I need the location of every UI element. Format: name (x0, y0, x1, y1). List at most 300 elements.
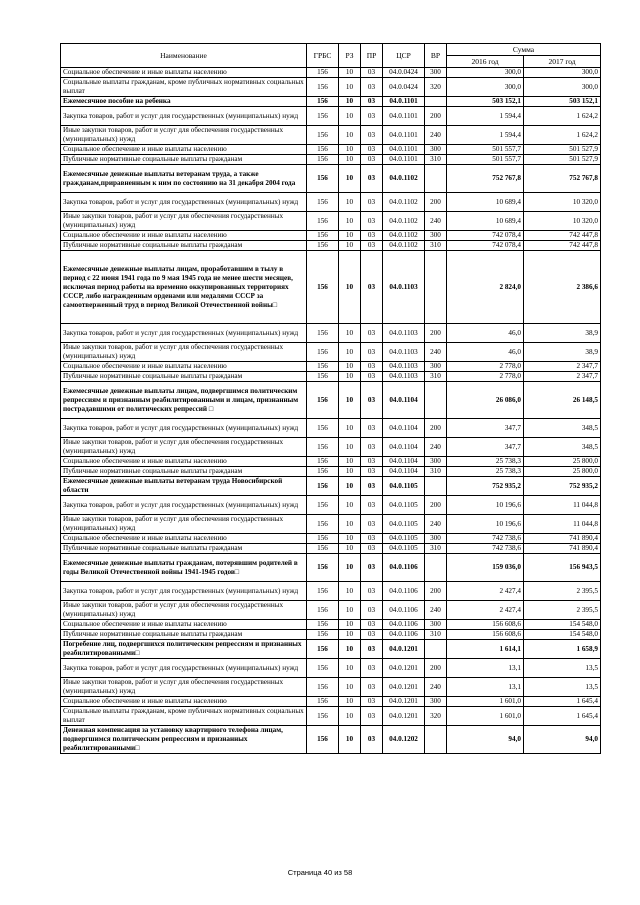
cell-rz: 10 (339, 68, 361, 78)
cell-vr (425, 165, 447, 193)
page-number: Страница 40 из 58 (287, 868, 353, 877)
cell-2016: 742 738,6 (447, 534, 524, 544)
table-row (61, 155, 601, 165)
cell-grbs: 156 (307, 241, 339, 251)
cell-pr: 03 (361, 457, 383, 467)
cell-name: Ежемесячные денежные выплаты ветеранам труда Новосибирской области (61, 477, 307, 496)
cell-2017: 2 386,6 (524, 251, 601, 324)
header-pr: ПР (361, 44, 383, 68)
table-row (61, 324, 601, 343)
cell-name: Денежная компенсация за установку квартирного телефона лицам, подвергшимся политическим репрессиям и признанных реабилитированными□ (61, 726, 307, 754)
cell-pr: 03 (361, 107, 383, 126)
cell-name: Иные закупки товаров, работ и услуг для обеспечения государственных (муниципальных) нужд (61, 438, 307, 457)
cell-2017: 2 395,5 (524, 601, 601, 620)
table-row-section (61, 382, 601, 419)
cell-csr: 04.0.1201 (383, 697, 425, 707)
cell-2017: 156 943,5 (524, 554, 601, 582)
table-body (61, 68, 601, 754)
cell-pr: 03 (361, 544, 383, 554)
cell-2016: 347,7 (447, 419, 524, 438)
cell-2017: 13,5 (524, 659, 601, 678)
cell-2016: 10 689,4 (447, 193, 524, 212)
cell-pr: 03 (361, 155, 383, 165)
cell-grbs: 156 (307, 251, 339, 324)
cell-csr: 04.0.1104 (383, 382, 425, 419)
cell-name: Иные закупки товаров, работ и услуг для обеспечения государственных (муниципальных) нужд (61, 343, 307, 362)
cell-grbs: 156 (307, 97, 339, 107)
cell-2017: 741 890,4 (524, 544, 601, 554)
cell-2017: 13,5 (524, 678, 601, 697)
cell-name: Ежемесячные денежные выплаты лицам, проработавшим в тылу в период с 22 июня 1941 года по 9 мая 1945 года не менее шести месяцев, исключая период работы на временно оккупированных территориях СССР, либо награжденным орденами или медалями СССР за самоотверженный труд в период Великой Отечественной войны□ (61, 251, 307, 324)
cell-2016: 752 767,8 (447, 165, 524, 193)
cell-pr: 03 (361, 78, 383, 97)
cell-2016: 156 608,6 (447, 630, 524, 640)
cell-2016: 501 557,7 (447, 145, 524, 155)
cell-rz: 10 (339, 251, 361, 324)
cell-grbs: 156 (307, 467, 339, 477)
cell-pr: 03 (361, 241, 383, 251)
cell-2016: 13,1 (447, 659, 524, 678)
budget-table (60, 43, 601, 754)
cell-csr: 04.0.1105 (383, 515, 425, 534)
table-row-section (61, 640, 601, 659)
cell-grbs: 156 (307, 620, 339, 630)
cell-pr: 03 (361, 477, 383, 496)
cell-csr: 04.0.1101 (383, 97, 425, 107)
cell-2016: 501 557,7 (447, 155, 524, 165)
cell-rz: 10 (339, 212, 361, 231)
cell-name: Социальное обеспечение и иные выплаты населению (61, 145, 307, 155)
cell-csr: 04.0.1101 (383, 155, 425, 165)
cell-2017: 1 645,4 (524, 697, 601, 707)
table-row-section (61, 554, 601, 582)
table-row (61, 231, 601, 241)
cell-name: Закупка товаров, работ и услуг для государственных (муниципальных) нужд (61, 419, 307, 438)
cell-pr: 03 (361, 467, 383, 477)
cell-2017: 741 890,4 (524, 534, 601, 544)
cell-vr: 300 (425, 697, 447, 707)
cell-rz: 10 (339, 155, 361, 165)
cell-2017: 1 624,2 (524, 126, 601, 145)
cell-pr: 03 (361, 554, 383, 582)
cell-grbs: 156 (307, 126, 339, 145)
cell-csr: 04.0.1103 (383, 362, 425, 372)
cell-2016: 46,0 (447, 343, 524, 362)
cell-2017: 154 548,0 (524, 620, 601, 630)
cell-csr: 04.0.1106 (383, 620, 425, 630)
cell-csr: 04.0.1201 (383, 659, 425, 678)
cell-vr: 200 (425, 496, 447, 515)
cell-grbs: 156 (307, 457, 339, 467)
cell-name: Закупка товаров, работ и услуг для государственных (муниципальных) нужд (61, 193, 307, 212)
cell-2017: 25 800,0 (524, 457, 601, 467)
table-header (61, 44, 601, 68)
table-row-section (61, 97, 601, 107)
cell-rz: 10 (339, 707, 361, 726)
table-row (61, 582, 601, 601)
cell-rz: 10 (339, 438, 361, 457)
cell-2016: 503 152,1 (447, 97, 524, 107)
cell-name: Социальные выплаты гражданам, кроме публичных нормативных социальных выплат (61, 78, 307, 97)
cell-2017: 2 395,5 (524, 582, 601, 601)
table-row (61, 68, 601, 78)
cell-csr: 04.0.1101 (383, 126, 425, 145)
cell-vr: 240 (425, 678, 447, 697)
cell-2017: 154 548,0 (524, 630, 601, 640)
cell-pr: 03 (361, 620, 383, 630)
cell-vr: 310 (425, 467, 447, 477)
cell-rz: 10 (339, 678, 361, 697)
cell-grbs: 156 (307, 554, 339, 582)
table-row (61, 496, 601, 515)
cell-2017: 11 044,8 (524, 515, 601, 534)
cell-2016: 742 738,6 (447, 544, 524, 554)
cell-rz: 10 (339, 544, 361, 554)
cell-csr: 04.0.1101 (383, 145, 425, 155)
cell-2016: 26 086,0 (447, 382, 524, 419)
cell-vr: 320 (425, 707, 447, 726)
cell-csr: 04.0.1101 (383, 107, 425, 126)
cell-pr: 03 (361, 362, 383, 372)
cell-name: Закупка товаров, работ и услуг для государственных (муниципальных) нужд (61, 659, 307, 678)
cell-2017: 11 044,8 (524, 496, 601, 515)
cell-grbs: 156 (307, 419, 339, 438)
cell-vr: 320 (425, 78, 447, 97)
cell-csr: 04.0.1201 (383, 678, 425, 697)
cell-pr: 03 (361, 165, 383, 193)
cell-2016: 300,0 (447, 68, 524, 78)
cell-rz: 10 (339, 145, 361, 155)
cell-rz: 10 (339, 372, 361, 382)
cell-grbs: 156 (307, 544, 339, 554)
cell-rz: 10 (339, 382, 361, 419)
cell-name: Иные закупки товаров, работ и услуг для обеспечения государственных (муниципальных) нужд (61, 678, 307, 697)
cell-2017: 38,9 (524, 343, 601, 362)
header-year-2017: 2017 год (524, 56, 601, 68)
cell-pr: 03 (361, 707, 383, 726)
cell-rz: 10 (339, 78, 361, 97)
table-row-section (61, 477, 601, 496)
cell-2017: 10 320,0 (524, 212, 601, 231)
cell-csr: 04.0.1106 (383, 554, 425, 582)
cell-name: Публичные нормативные социальные выплаты гражданам (61, 630, 307, 640)
cell-2017: 94,0 (524, 726, 601, 754)
cell-vr (425, 554, 447, 582)
cell-2016: 46,0 (447, 324, 524, 343)
cell-rz: 10 (339, 554, 361, 582)
cell-vr: 300 (425, 362, 447, 372)
cell-2017: 2 347,7 (524, 372, 601, 382)
table-row (61, 678, 601, 697)
cell-csr: 04.0.1103 (383, 372, 425, 382)
cell-name: Иные закупки товаров, работ и услуг для обеспечения государственных (муниципальных) нужд (61, 515, 307, 534)
cell-grbs: 156 (307, 382, 339, 419)
cell-2016: 742 078,4 (447, 241, 524, 251)
cell-rz: 10 (339, 697, 361, 707)
cell-rz: 10 (339, 107, 361, 126)
cell-rz: 10 (339, 231, 361, 241)
cell-grbs: 156 (307, 107, 339, 126)
cell-2016: 2 427,4 (447, 582, 524, 601)
cell-2016: 1 601,0 (447, 697, 524, 707)
table-row (61, 372, 601, 382)
cell-rz: 10 (339, 601, 361, 620)
cell-pr: 03 (361, 145, 383, 155)
cell-pr: 03 (361, 630, 383, 640)
table-row (61, 212, 601, 231)
cell-2016: 752 935,2 (447, 477, 524, 496)
cell-grbs: 156 (307, 659, 339, 678)
cell-2017: 25 800,0 (524, 467, 601, 477)
cell-2017: 501 527,9 (524, 155, 601, 165)
cell-grbs: 156 (307, 707, 339, 726)
cell-2017: 1 645,4 (524, 707, 601, 726)
cell-vr: 310 (425, 155, 447, 165)
table-row (61, 707, 601, 726)
table-row (61, 467, 601, 477)
cell-2016: 300,0 (447, 78, 524, 97)
cell-csr: 04.0.1102 (383, 193, 425, 212)
cell-csr: 04.0.1104 (383, 419, 425, 438)
cell-rz: 10 (339, 362, 361, 372)
cell-2016: 1 594,4 (447, 107, 524, 126)
cell-pr: 03 (361, 659, 383, 678)
cell-rz: 10 (339, 630, 361, 640)
cell-rz: 10 (339, 726, 361, 754)
cell-grbs: 156 (307, 155, 339, 165)
cell-grbs: 156 (307, 582, 339, 601)
cell-vr: 240 (425, 515, 447, 534)
cell-grbs: 156 (307, 68, 339, 78)
cell-rz: 10 (339, 419, 361, 438)
cell-2017: 348,5 (524, 438, 601, 457)
table-row (61, 78, 601, 97)
cell-2017: 300,0 (524, 68, 601, 78)
cell-rz: 10 (339, 126, 361, 145)
cell-vr: 300 (425, 620, 447, 630)
cell-vr: 300 (425, 231, 447, 241)
cell-name: Иные закупки товаров, работ и услуг для обеспечения государственных (муниципальных) нужд (61, 212, 307, 231)
header-vr: ВР (425, 44, 447, 68)
table-row (61, 438, 601, 457)
cell-2016: 2 778,0 (447, 362, 524, 372)
cell-vr: 200 (425, 419, 447, 438)
cell-csr: 04.0.1104 (383, 438, 425, 457)
cell-2016: 10 196,6 (447, 496, 524, 515)
cell-grbs: 156 (307, 678, 339, 697)
table-row (61, 145, 601, 155)
cell-2017: 503 152,1 (524, 97, 601, 107)
cell-vr: 240 (425, 601, 447, 620)
cell-csr: 04.0.0424 (383, 78, 425, 97)
cell-name: Социальное обеспечение и иные выплаты населению (61, 231, 307, 241)
cell-csr: 04.0.1201 (383, 640, 425, 659)
cell-csr: 04.0.1106 (383, 601, 425, 620)
cell-csr: 04.0.1102 (383, 241, 425, 251)
cell-vr (425, 382, 447, 419)
cell-rz: 10 (339, 467, 361, 477)
table-row (61, 544, 601, 554)
cell-csr: 04.0.0424 (383, 68, 425, 78)
cell-2017: 1 624,2 (524, 107, 601, 126)
cell-vr: 310 (425, 372, 447, 382)
cell-rz: 10 (339, 324, 361, 343)
cell-name: Публичные нормативные социальные выплаты гражданам (61, 544, 307, 554)
cell-pr: 03 (361, 697, 383, 707)
cell-csr: 04.0.1104 (383, 467, 425, 477)
cell-name: Иные закупки товаров, работ и услуг для обеспечения государственных (муниципальных) нужд (61, 601, 307, 620)
cell-rz: 10 (339, 496, 361, 515)
cell-vr (425, 640, 447, 659)
cell-rz: 10 (339, 640, 361, 659)
cell-grbs: 156 (307, 438, 339, 457)
header-name: Наименование (61, 44, 307, 68)
cell-grbs: 156 (307, 193, 339, 212)
cell-csr: 04.0.1105 (383, 477, 425, 496)
cell-name: Закупка товаров, работ и услуг для государственных (муниципальных) нужд (61, 324, 307, 343)
cell-pr: 03 (361, 438, 383, 457)
cell-grbs: 156 (307, 231, 339, 241)
cell-2017: 501 527,9 (524, 145, 601, 155)
cell-pr: 03 (361, 251, 383, 324)
cell-name: Социальное обеспечение и иные выплаты населению (61, 457, 307, 467)
cell-name: Ежемесячное пособие на ребенка (61, 97, 307, 107)
cell-csr: 04.0.1106 (383, 582, 425, 601)
cell-vr (425, 251, 447, 324)
cell-vr: 240 (425, 212, 447, 231)
cell-2016: 159 036,0 (447, 554, 524, 582)
table-row-section (61, 251, 601, 324)
cell-name: Иные закупки товаров, работ и услуг для обеспечения государственных (муниципальных) нужд (61, 126, 307, 145)
cell-name: Ежемесячные денежные выплаты гражданам, потерявшим родителей в годы Великой Отечественной войны 1941-1945 годов□ (61, 554, 307, 582)
cell-pr: 03 (361, 97, 383, 107)
cell-rz: 10 (339, 515, 361, 534)
cell-2017: 10 320,0 (524, 193, 601, 212)
cell-csr: 04.0.1104 (383, 457, 425, 467)
cell-vr (425, 97, 447, 107)
table-row (61, 457, 601, 467)
cell-pr: 03 (361, 601, 383, 620)
cell-csr: 04.0.1105 (383, 496, 425, 515)
cell-vr: 310 (425, 630, 447, 640)
header-year-2016: 2016 год (447, 56, 524, 68)
cell-2016: 13,1 (447, 678, 524, 697)
cell-pr: 03 (361, 68, 383, 78)
cell-2017: 300,0 (524, 78, 601, 97)
cell-2016: 742 078,4 (447, 231, 524, 241)
cell-rz: 10 (339, 582, 361, 601)
cell-rz: 10 (339, 457, 361, 467)
cell-csr: 04.0.1105 (383, 534, 425, 544)
cell-2017: 2 347,7 (524, 362, 601, 372)
cell-vr: 300 (425, 457, 447, 467)
cell-grbs: 156 (307, 726, 339, 754)
cell-vr: 200 (425, 582, 447, 601)
cell-grbs: 156 (307, 343, 339, 362)
cell-name: Закупка товаров, работ и услуг для государственных (муниципальных) нужд (61, 107, 307, 126)
cell-rz: 10 (339, 241, 361, 251)
cell-pr: 03 (361, 419, 383, 438)
cell-grbs: 156 (307, 630, 339, 640)
cell-2017: 38,9 (524, 324, 601, 343)
header-rz: РЗ (339, 44, 361, 68)
cell-name: Ежемесячные денежные выплаты ветеранам труда, а также гражданам,приравненным к ним по состоянию на 31 декабря 2004 года (61, 165, 307, 193)
cell-pr: 03 (361, 324, 383, 343)
table-row (61, 419, 601, 438)
table-row (61, 107, 601, 126)
cell-2016: 94,0 (447, 726, 524, 754)
cell-vr: 200 (425, 193, 447, 212)
table-row (61, 534, 601, 544)
cell-rz: 10 (339, 620, 361, 630)
cell-grbs: 156 (307, 372, 339, 382)
table-row (61, 697, 601, 707)
cell-name: Закупка товаров, работ и услуг для государственных (муниципальных) нужд (61, 582, 307, 601)
cell-name: Социальное обеспечение и иные выплаты населению (61, 534, 307, 544)
cell-csr: 04.0.1103 (383, 251, 425, 324)
cell-rz: 10 (339, 165, 361, 193)
cell-vr (425, 477, 447, 496)
cell-pr: 03 (361, 726, 383, 754)
cell-2016: 2 778,0 (447, 372, 524, 382)
cell-vr: 240 (425, 126, 447, 145)
cell-2017: 26 148,5 (524, 382, 601, 419)
cell-rz: 10 (339, 97, 361, 107)
cell-name: Социальное обеспечение и иные выплаты населению (61, 620, 307, 630)
cell-pr: 03 (361, 582, 383, 601)
cell-csr: 04.0.1103 (383, 324, 425, 343)
table-row (61, 343, 601, 362)
cell-vr: 310 (425, 544, 447, 554)
cell-grbs: 156 (307, 362, 339, 372)
cell-2016: 1 594,4 (447, 126, 524, 145)
cell-vr: 300 (425, 68, 447, 78)
cell-2016: 1 614,1 (447, 640, 524, 659)
cell-grbs: 156 (307, 78, 339, 97)
cell-pr: 03 (361, 231, 383, 241)
cell-name: Погребение лиц, подвергшихся политическим репрессиям и признанных реабилитированными□ (61, 640, 307, 659)
header-grbs: ГРБС (307, 44, 339, 68)
cell-2016: 347,7 (447, 438, 524, 457)
cell-pr: 03 (361, 212, 383, 231)
table-row (61, 620, 601, 630)
header-sum: Сумма (447, 44, 601, 56)
cell-csr: 04.0.1102 (383, 231, 425, 241)
cell-grbs: 156 (307, 165, 339, 193)
cell-pr: 03 (361, 678, 383, 697)
cell-2017: 742 447,8 (524, 241, 601, 251)
cell-name: Ежемесячные денежные выплаты лицам, подвергшимся политическим репрессиям и признанным реабилитированными и лицам, признанным пострадавшими от политических репрессий □ (61, 382, 307, 419)
cell-2016: 10 196,6 (447, 515, 524, 534)
cell-grbs: 156 (307, 697, 339, 707)
cell-name: Публичные нормативные социальные выплаты гражданам (61, 241, 307, 251)
cell-name: Публичные нормативные социальные выплаты гражданам (61, 467, 307, 477)
cell-2017: 348,5 (524, 419, 601, 438)
cell-grbs: 156 (307, 496, 339, 515)
cell-vr: 300 (425, 534, 447, 544)
cell-2016: 10 689,4 (447, 212, 524, 231)
cell-name: Социальное обеспечение и иные выплаты населению (61, 697, 307, 707)
cell-pr: 03 (361, 382, 383, 419)
cell-csr: 04.0.1103 (383, 343, 425, 362)
table-row (61, 362, 601, 372)
cell-grbs: 156 (307, 212, 339, 231)
cell-pr: 03 (361, 343, 383, 362)
cell-pr: 03 (361, 496, 383, 515)
cell-vr: 200 (425, 659, 447, 678)
cell-vr: 240 (425, 438, 447, 457)
cell-rz: 10 (339, 534, 361, 544)
